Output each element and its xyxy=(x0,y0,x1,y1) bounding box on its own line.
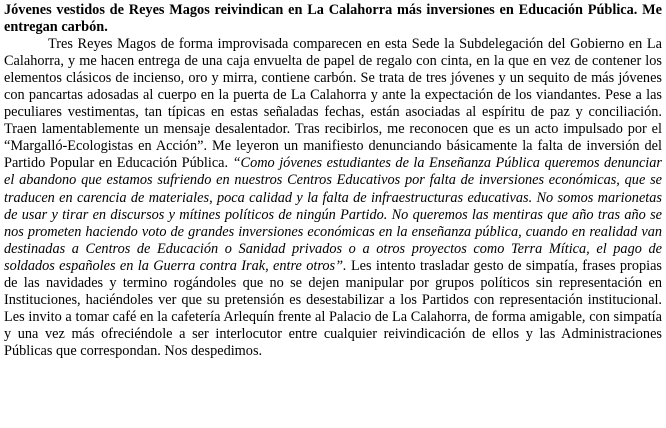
manifesto-quote: “Como jóvenes estudiantes de la Enseñanza Pública queremos denunciar el abandono que estamos sufriendo en nuestros Centros Educativos por falta de inversiones económicas, que se traducen en carencia de materiales, poca calidad y la falta de infraestructuras educativas. No somos marionetas de usar y tirar en discursos y mítines políticos de ningún Partido. No queremos las mentiras que año tras año se nos prometen haciendo voto de grandes inversiones económicas en la enseñanza pública, cuando en realidad van destinadas a Centros de Educación o Sanidad privados o a otros proyectos como Terra Mítica, el pago de soldados españoles en la Guerra contra Irak, entre otros”. xyxy=(4,155,662,274)
body-outro-text: Les intento trasladar gesto de simpatía, frases propias de las navidades y termino rogándoles que no se dejen manipular por grupos políticos sin representación en Instituciones, haciéndoles ver que su pretensión es desestabilizar a los Partidos con representación institucional. Les invito a tomar café en la cafetería Arlequín frente al Palacio de La Calahorra, de forma amigable, con simpatía y una vez más ofreciéndole a ser interlocutor entre cualquier reivindicación de ellos y las Administraciones Públicas que correspondan. Nos despedimos. xyxy=(4,257,662,359)
article-title: Jóvenes vestidos de Reyes Magos reivindican en La Calahorra más inversiones en Educación Pública. Me entregan carbón. xyxy=(4,2,662,36)
article-body xyxy=(4,36,662,360)
body-intro-text: Tres Reyes Magos de forma improvisada comparecen en esta Sede la Subdelegación del Gobierno en La Calahorra, y me hacen entrega de una caja envuelta de papel de regalo con cinta, en la que en vez de contener los elementos clásicos de incienso, oro y mirra, contiene carbón. Se trata de tres jóvenes y un sequito de más jóvenes con pancartas adosadas al cuerpo en la puerta de La Calahorra y ante la expectación de los viandantes. Pese a las peculiares vestimentas, tan típicas en estas señaladas fechas, están asociadas al espíritu de paz y conciliación. Traen lamentablemente un mensaje desalentador. Tras recibirlos, me reconocen que es un acto impulsado por el “Margalló-Ecologistas en Acción”. Me leyeron un manifiesto denunciando básicamente la falta de inversión del Partido Popular en Educación Pública. xyxy=(4,36,662,172)
